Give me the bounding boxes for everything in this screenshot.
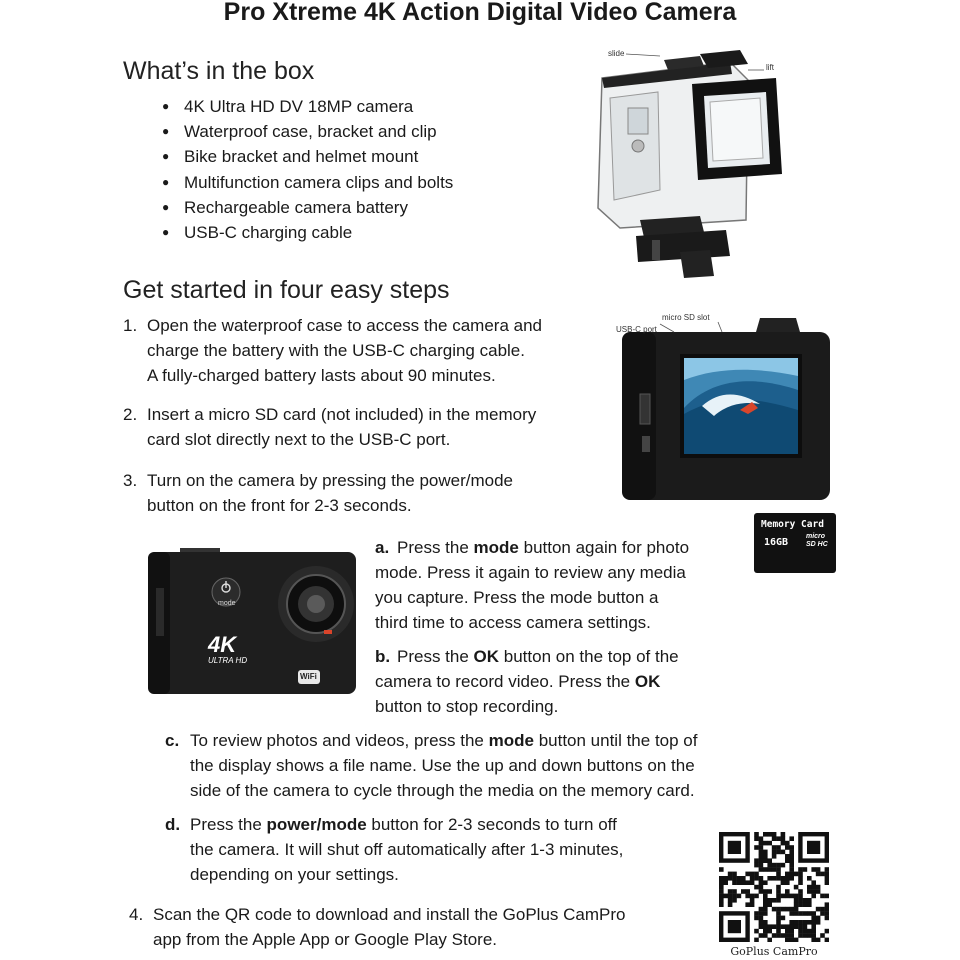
ultra-hd-badge: ULTRA HD — [208, 656, 248, 665]
list-item: ● Rechargeable camera battery — [160, 195, 580, 220]
substep-line: the display shows a file name. Use the up and down buttons on the — [190, 756, 695, 775]
substep-line: To review photos and videos, press the mode button until the top of — [190, 731, 698, 750]
list-item: ● Multifunction camera clips and bolts — [160, 170, 580, 195]
substep-label: a. — [375, 538, 390, 557]
list-item: ● Waterproof case, bracket and clip — [160, 119, 580, 144]
micro-sd-logo: micro SD HC — [806, 533, 828, 548]
step-4 — [129, 902, 709, 952]
substep-b — [375, 644, 745, 720]
step-3 — [123, 468, 603, 520]
substep-line: you capture. Press the mode button a — [375, 588, 659, 607]
substep-line: Press the mode button again for photo — [397, 538, 690, 557]
qr-caption: GoPlus CamPro — [730, 945, 818, 958]
memory-card-image — [754, 513, 836, 573]
substep-c — [165, 728, 785, 804]
substep-label: b. — [375, 647, 391, 666]
page-title: Pro Xtreme 4K Action Digital Video Camera — [223, 0, 737, 26]
micro-sd-slot-label: micro SD slot — [662, 313, 710, 322]
list-item: ● 4K Ultra HD DV 18MP camera — [160, 94, 580, 119]
step-line: Insert a micro SD card (not included) in the memory — [147, 405, 537, 424]
lift-label: lift — [766, 63, 774, 72]
substep-line: button to stop recording. — [375, 697, 559, 716]
substep-line: third time to access camera settings. — [375, 613, 651, 632]
step-line: Open the waterproof case to access the camera and — [147, 316, 543, 335]
substep-line: mode. Press it again to review any media — [375, 563, 686, 582]
substep-line: the camera. It will shut off automatically after 1-3 minutes, — [190, 840, 624, 859]
step-line: Turn on the camera by pressing the power/mode — [147, 471, 514, 490]
step-line: app from the Apple App or Google Play Store. — [153, 930, 497, 949]
step-2 — [123, 402, 603, 454]
list-item: ● USB-C charging cable — [160, 220, 580, 245]
qr-code[interactable] — [719, 832, 829, 942]
step-number: 4. — [129, 905, 144, 924]
substep-label: d. — [165, 815, 181, 834]
substep-line: camera to record video. Press the OK — [375, 672, 661, 691]
step-line: button on the front for 2-3 seconds. — [147, 496, 412, 515]
substep-line: side of the camera to cycle through the media on the memory card. — [190, 781, 695, 800]
list-item: ● Bike bracket and helmet mount — [160, 144, 580, 169]
substep-a — [375, 535, 745, 635]
substep-d — [165, 812, 705, 888]
memory-card-capacity: 16GB — [764, 537, 789, 548]
slide-label: slide — [608, 49, 625, 58]
step-number: 3. — [123, 471, 138, 490]
wifi-badge: WiFi — [300, 672, 317, 681]
substep-label: c. — [165, 731, 180, 750]
box-list — [160, 94, 580, 245]
step-line: charge the battery with the USB-C charging cable. — [147, 341, 525, 360]
step-number: 1. — [123, 316, 138, 335]
substep-line: Press the OK button on the top of the — [397, 647, 679, 666]
substep-line: depending on your settings. — [190, 865, 399, 884]
camera-back-image — [610, 310, 840, 505]
step-line: A fully-charged battery lasts about 90 minutes. — [147, 366, 496, 385]
step-line: Scan the QR code to download and install the GoPlus CamPro — [153, 905, 626, 924]
memory-card-label: Memory Card — [761, 519, 824, 530]
step-number: 2. — [123, 405, 138, 424]
steps-heading: Get started in four easy steps — [123, 276, 450, 304]
waterproof-case-image — [580, 40, 800, 280]
substep-line: Press the power/mode button for 2-3 seconds to turn off — [190, 815, 617, 834]
camera-front-image — [146, 548, 358, 698]
step-line: card slot directly next to the USB-C port. — [147, 430, 451, 449]
mode-label: mode — [218, 600, 236, 607]
4k-badge: 4K — [208, 632, 237, 657]
step-1 — [123, 313, 603, 389]
usb-c-port-label: USB-C port — [616, 325, 657, 334]
box-heading: What’s in the box — [123, 57, 315, 85]
